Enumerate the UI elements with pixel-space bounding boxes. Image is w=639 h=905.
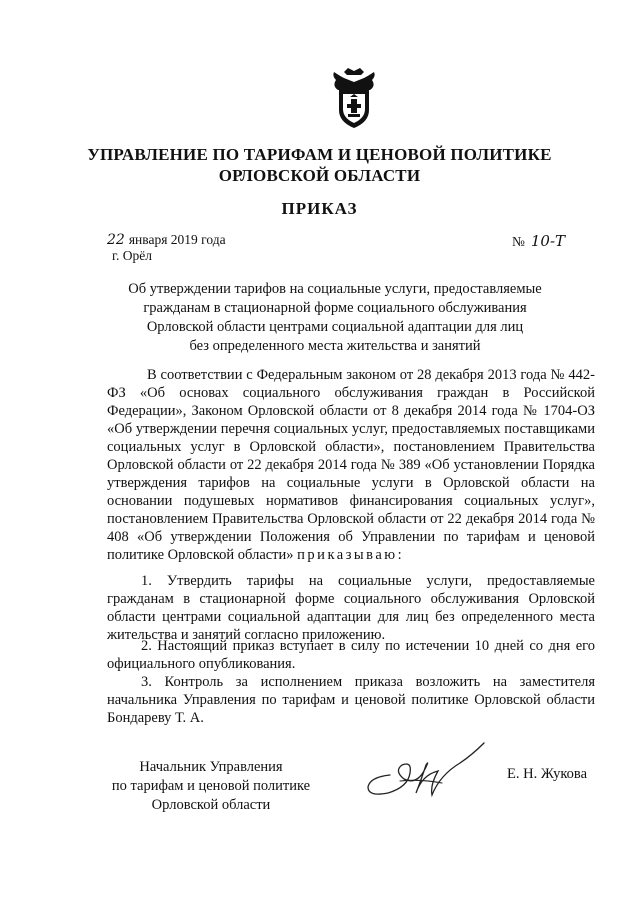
document-type: ПРИКАЗ (281, 199, 358, 218)
document-subject (100, 280, 570, 356)
order-item-2: 2. Настоящий приказ вступает в силу по истечении 10 дней со дня его официального опубликования. (107, 638, 595, 672)
handwritten-number: 10-Т (530, 232, 566, 250)
signatory-title (100, 758, 322, 815)
organization-name-line1: УПРАВЛЕНИЕ ПО ТАРИФАМ И ЦЕНОВОЙ ПОЛИТИКЕ (87, 145, 552, 164)
subject-line: Об утверждении тарифов на социальные услуги, предоставляемые (128, 281, 542, 297)
subject-line: Орловской области центрами социальной адаптации для лиц (146, 319, 524, 335)
preamble-text: В соответствии с Федеральным законом от 28 декабря 2013 года № 442-ФЗ «Об основах социального обслуживания граждан в Российской Федерации», Законом Орловской области от 8 декабря 2014 года № 1704-ОЗ «Об утверждении перечня социальных услуг, предоставляемых поставщиками социальных услуг в Орловской области», постановлением Правительства Орловской области от 22 декабря 2014 года № 389 «Об установлении Порядка утверждения тарифов на социальные услуги в Орловской области на основании подушевых нормативов финансирования социальных услуг», постановлением Правительства Орловской области от 22 декабря 2014 года № 408 «Об утверждении Положения об Управлении по тарифам и ценовой политике Орловской области» (107, 367, 595, 563)
date-text: января 2019 года (128, 232, 226, 247)
order-item-1: 1. Утвердить тарифы на социальные услуги, предоставляемые гражданам в стационарной форме социального обслуживания Орловской области центрами социальной адаптации для лиц без определенного места жительства и занятий согласно приложению. (107, 573, 595, 643)
order-item-3: 3. Контроль за исполнением приказа возложить на заместителя начальника Управления по тарифам и ценовой политике Орловской области Бондареву Т. А. (107, 674, 595, 726)
document-number (512, 232, 565, 250)
document-city: г. Орёл (112, 248, 152, 263)
signatory-title-line: по тарифам и ценовой политике (111, 778, 311, 794)
order-word: приказываю: (297, 547, 405, 563)
organization-name-line2: ОРЛОВСКОЙ ОБЛАСТИ (218, 166, 421, 185)
subject-line: гражданам в стационарной форме социального обслуживания (143, 300, 527, 316)
subject-line: без определенного места жительства и занятий (189, 338, 481, 354)
signatory-title-line: Начальник Управления (139, 759, 283, 775)
number-label: № (512, 234, 525, 249)
preamble-paragraph (107, 366, 595, 564)
coat-of-arms-icon (330, 66, 378, 130)
handwritten-signature (360, 735, 500, 805)
handwritten-day: 22 (107, 232, 125, 248)
signatory-name: Е. Н. Жукова (507, 766, 588, 782)
signatory-title-line: Орловской области (151, 797, 271, 813)
document-date (107, 232, 226, 248)
